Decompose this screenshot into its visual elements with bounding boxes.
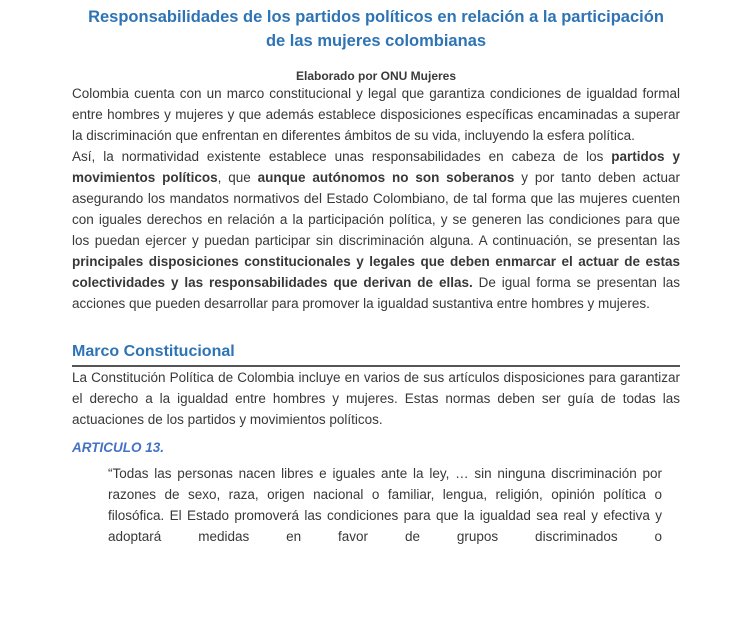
byline: Elaborado por ONU Mujeres [295, 69, 457, 83]
paragraph-responsibilities-run-3: , que [217, 170, 258, 185]
paragraph-responsibilities-run-5: y por tanto deben actuar asegurando los mandatos normativos del Estado Colombiano, de tal forma que las mujeres cuenten con iguales derechos en relación a la participación política, y se generen las condiciones para que los puedan ejercer y puedan participar sin discriminación alguna. A continuación, se presentan las [72, 170, 680, 248]
article-13-quote: “Todas las personas nacen libres e iguales ante la ley, … sin ninguna discriminación por razones de sexo, raza, origen nacional o familiar, lengua, religión, opinión política o filosófica. El Estado promoverá las condiciones para que la igualdad sea real y efectiva y adoptará medidas en favor de grupos discriminados o [108, 466, 662, 544]
article-13-label: ARTICULO 13. [72, 440, 165, 455]
paragraph-responsibilities-run-4: aunque autónomos no son soberanos [257, 170, 515, 185]
paragraph-responsibilities-run-7: De igual forma se presentan las acciones que pueden desarrollar para promover la igualdad sustantiva entre hombres y mujeres. [72, 275, 680, 311]
paragraph-constitucion: La Constitución Política de Colombia incluye en varios de sus artículos disposiciones para garantizar el derecho a la igualdad entre hombres y mujeres. Estas normas deben ser guía de todas las actuaciones de los partidos y movimientos políticos. [72, 370, 680, 427]
document-title-line-1: Responsabilidades de los partidos políticos en relación a la participación [88, 8, 664, 26]
paragraph-responsibilities-run-1: Así, la normatividad existente establece unas responsabilidades en cabeza de los [72, 149, 612, 164]
paragraph-responsibilities-run-6: principales disposiciones constitucionales y legales que deben enmarcar el actuar de estas colectividades y las responsabilidades que derivan de ellas. [72, 254, 680, 290]
document-title-line-2: de las mujeres colombianas [265, 32, 487, 50]
document-title [72, 3, 680, 53]
paragraph-intro: Colombia cuenta con un marco constitucional y legal que garantiza condiciones de igualdad formal entre hombres y mujeres y que además establece disposiciones específicas encaminadas a superar la discriminación que enfrentan en diferentes ámbitos de su vida, incluyendo la esfera política. [72, 86, 680, 143]
paragraph-responsibilities [72, 146, 680, 314]
section-heading-marco-constitucional: Marco Constitucional [72, 343, 235, 360]
paragraph-responsibilities-run-2: partidos y movimientos políticos [72, 149, 680, 185]
